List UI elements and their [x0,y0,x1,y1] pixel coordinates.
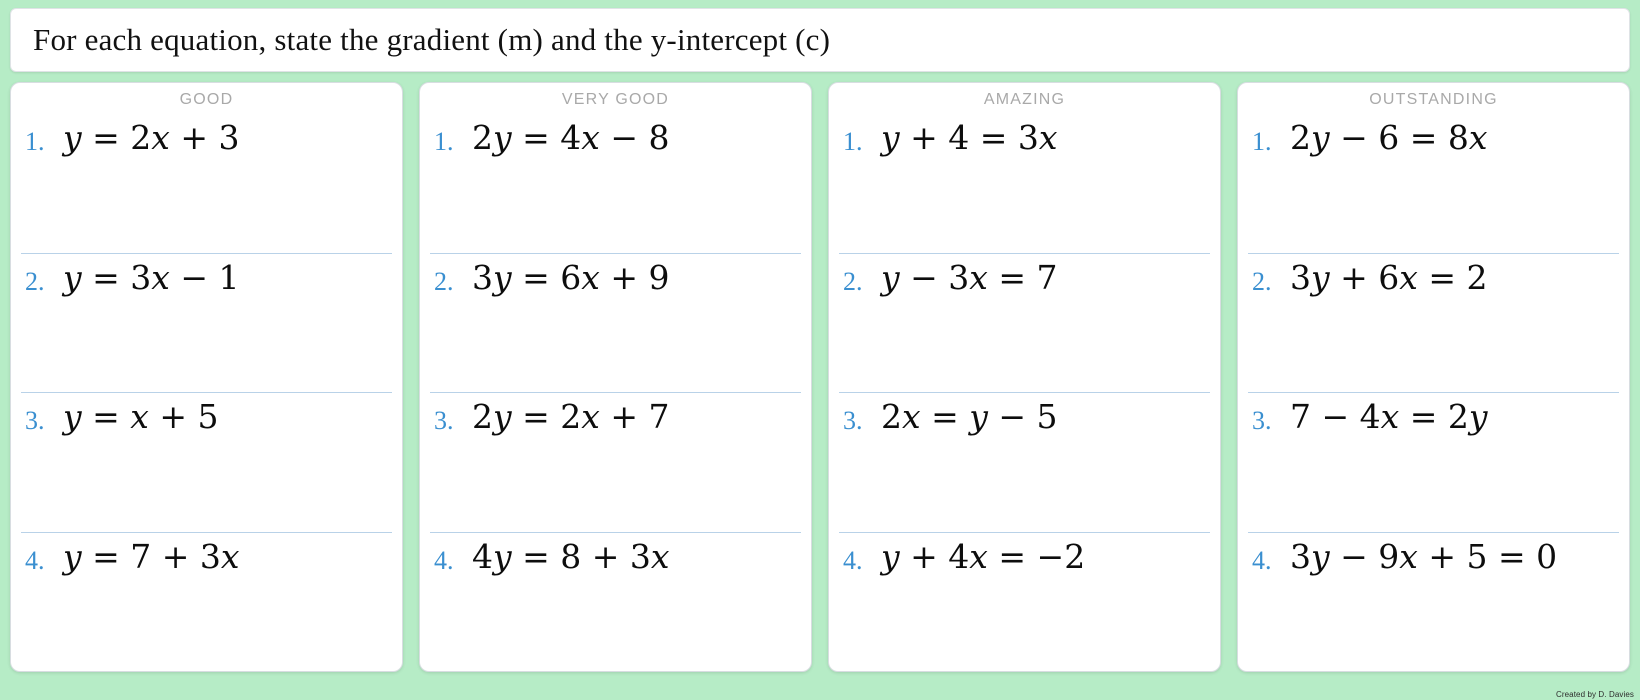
column-amazing [828,82,1221,672]
question-equation: 3y + 6x = 2 [1290,257,1488,297]
question-number: 4. [25,545,45,575]
question-list [1238,113,1629,671]
credit-label: Created by D. Davies [1555,690,1634,699]
question-equation: y + 4x = −2 [881,536,1086,576]
question-equation: 2x = y − 5 [881,397,1058,436]
question-row[interactable] [420,392,811,532]
question-row[interactable] [11,113,402,253]
question-number: 4. [843,545,863,575]
question-list [420,113,811,671]
question-equation: 3y − 9x + 5 = 0 [1290,536,1558,576]
question-row[interactable] [11,253,402,393]
page-title: For each equation, state the gradient (m) and the y-intercept (c) [33,22,831,57]
column-good [10,82,403,672]
question-row[interactable] [1238,113,1629,253]
question-number: 3. [843,406,863,435]
column-very-good [419,82,812,672]
question-number: 1. [25,127,45,156]
question-equation: y = x + 5 [63,397,219,436]
question-number: 2. [843,266,863,296]
question-row[interactable] [420,253,811,393]
question-number: 3. [25,406,45,435]
column-header: VERY GOOD [561,91,670,108]
question-number: 2. [25,266,45,296]
question-equation: 7 − 4x = 2y [1290,397,1488,436]
question-equation: 2y = 2x + 7 [472,397,670,436]
question-row[interactable] [829,113,1220,253]
question-number: 4. [1252,545,1272,575]
question-row[interactable] [1238,532,1629,672]
question-row[interactable] [829,532,1220,672]
question-equation: y = 3x − 1 [63,257,240,297]
difficulty-columns [10,82,1630,672]
question-equation: y + 4 = 3x [881,118,1058,157]
question-number: 1. [843,127,863,156]
title-bar [10,8,1630,72]
question-number: 1. [1252,127,1272,156]
question-number: 2. [1252,266,1272,296]
question-number: 4. [434,545,454,575]
question-row[interactable] [420,113,811,253]
column-header: OUTSTANDING [1369,91,1498,108]
question-row[interactable] [11,392,402,532]
column-outstanding [1237,82,1630,672]
question-list [829,113,1220,671]
column-header: GOOD [179,91,234,108]
column-header: AMAZING [983,91,1066,108]
question-number: 3. [1252,406,1272,435]
question-equation: y − 3x = 7 [881,257,1058,297]
question-equation: y = 7 + 3x [63,536,240,576]
question-row[interactable] [11,532,402,672]
question-number: 3. [434,406,454,435]
question-equation: 4y = 8 + 3x [472,536,670,576]
question-row[interactable] [829,392,1220,532]
question-row[interactable] [420,532,811,672]
question-equation: y = 2x + 3 [63,118,240,157]
question-number: 2. [434,266,454,296]
question-number: 1. [434,127,454,156]
question-equation: 2y = 4x − 8 [472,118,670,157]
question-row[interactable] [829,253,1220,393]
question-list [11,113,402,671]
question-equation: 3y = 6x + 9 [472,257,670,297]
question-row[interactable] [1238,392,1629,532]
question-row[interactable] [1238,253,1629,393]
question-equation: 2y − 6 = 8x [1290,118,1488,157]
